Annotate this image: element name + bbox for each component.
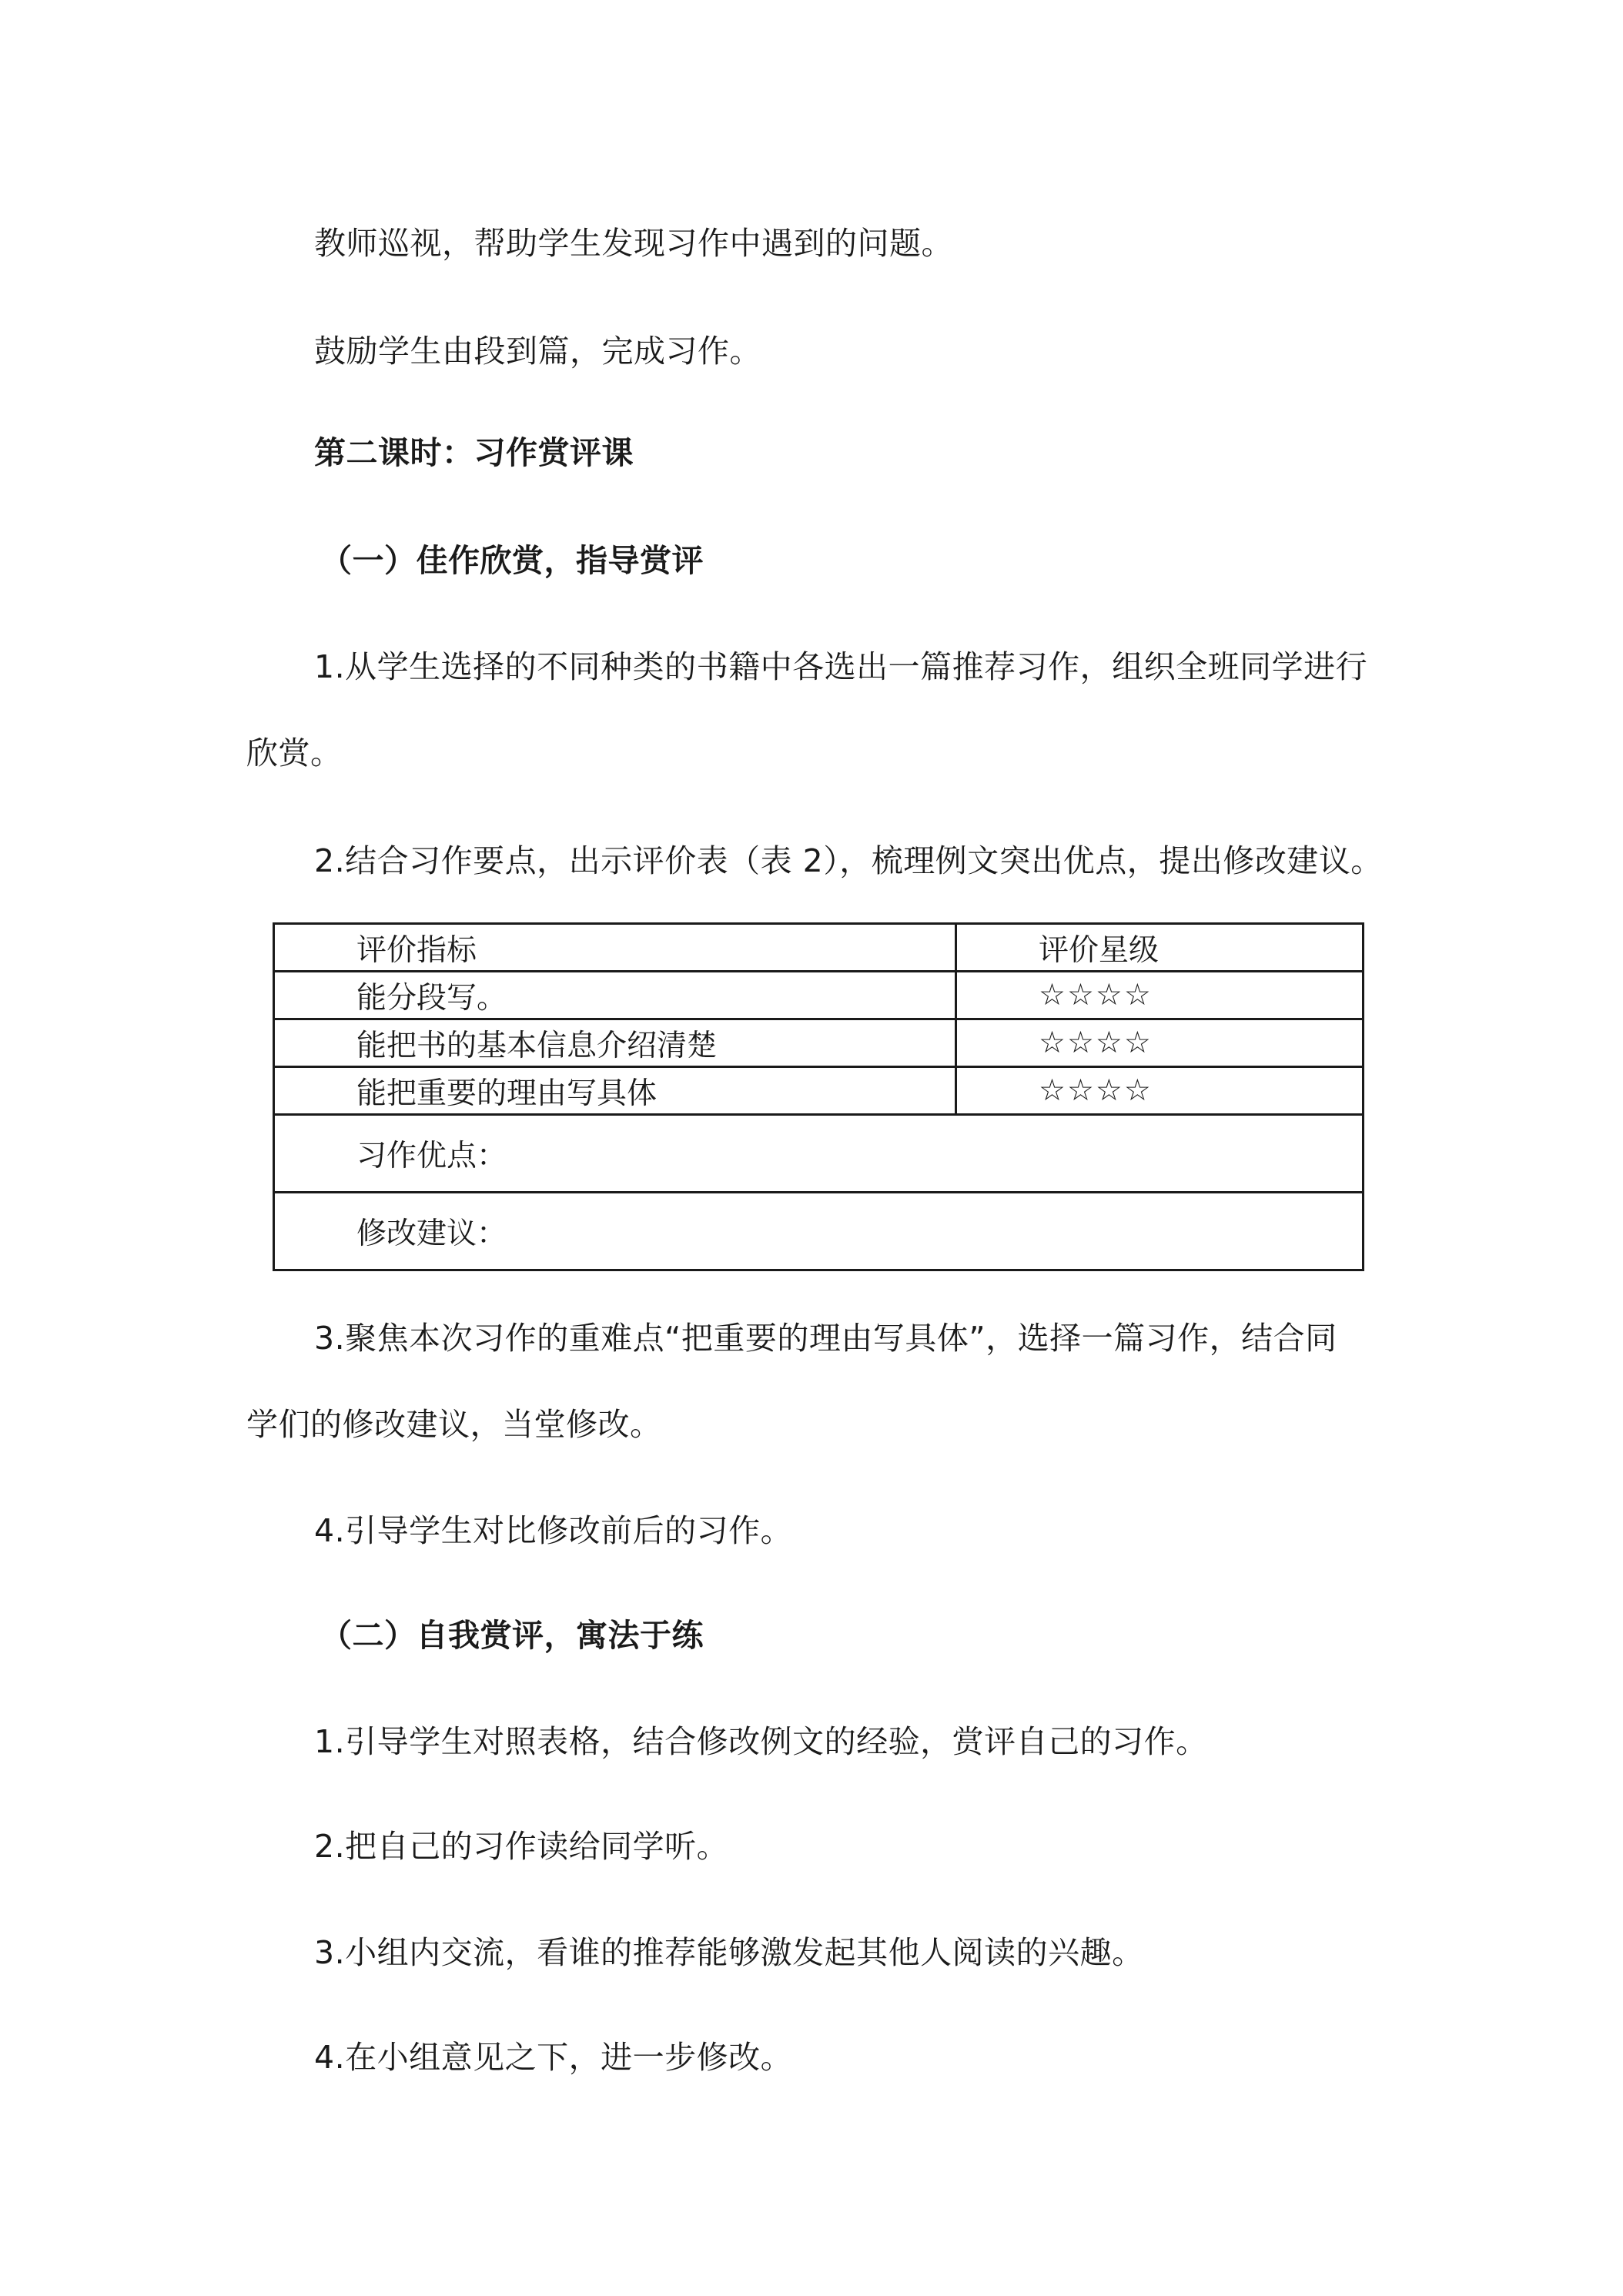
paragraph-item-3-line-2: 学们的修改建议，当堂修改。 (246, 1406, 662, 1443)
paragraph-item-3-line-1: 3.聚焦本次习作的重难点“把重要的理由写具体”，选择一篇习作，结合同 (314, 1320, 1337, 1357)
star-rating: ☆☆☆☆ (956, 1019, 1364, 1067)
heading-part-one: （一）佳作欣赏，指导赏评 (320, 542, 704, 579)
strengths-row (274, 1115, 1364, 1193)
paragraph-self-eval-3: 3.小组内交流，看谁的推荐能够激发起其他人阅读的兴趣。 (314, 1934, 1144, 1971)
paragraph-teacher-patrol: 教师巡视，帮助学生发现习作中遇到的问题。 (314, 225, 953, 262)
paragraph-item-2: 2.结合习作要点，出示评价表（表 2），梳理例文突出优点，提出修改建议。 (314, 842, 1383, 879)
star-rating: ☆☆☆☆ (956, 1067, 1364, 1115)
table-row (274, 1067, 1364, 1115)
paragraph-self-eval-2: 2.把自己的习作读给同学听。 (314, 1828, 729, 1865)
indicator-cell: 能把书的基本信息介绍清楚 (274, 1019, 956, 1067)
indicator-cell: 能把重要的理由写具体 (274, 1067, 956, 1115)
table-header-row (274, 924, 1364, 972)
suggestions-label: 修改建议： (274, 1193, 1364, 1270)
paragraph-self-eval-1: 1.引导学生对照表格，结合修改例文的经验，赏评自己的习作。 (314, 1723, 1208, 1760)
paragraph-item-1-line-1: 1.从学生选择的不同种类的书籍中各选出一篇推荐习作，组织全班同学进行 (314, 648, 1368, 685)
evaluation-table (273, 922, 1364, 1271)
heading-part-two: （二）自我赏评，寓法于练 (320, 1617, 704, 1654)
header-indicator: 评价指标 (274, 924, 956, 972)
paragraph-self-eval-4: 4.在小组意见之下，进一步修改。 (314, 2039, 793, 2076)
header-rating: 评价星级 (956, 924, 1364, 972)
table-row (274, 972, 1364, 1019)
paragraph-item-1-line-2: 欣赏。 (246, 735, 343, 771)
heading-lesson-two: 第二课时：习作赏评课 (314, 434, 634, 471)
table-row (274, 1019, 1364, 1067)
strengths-label: 习作优点： (274, 1115, 1364, 1193)
indicator-cell: 能分段写。 (274, 972, 956, 1019)
suggestions-row (274, 1193, 1364, 1270)
paragraph-item-4: 4.引导学生对比修改前后的习作。 (314, 1512, 793, 1549)
star-rating: ☆☆☆☆ (956, 972, 1364, 1019)
paragraph-encourage: 鼓励学生由段到篇，完成习作。 (314, 333, 761, 370)
